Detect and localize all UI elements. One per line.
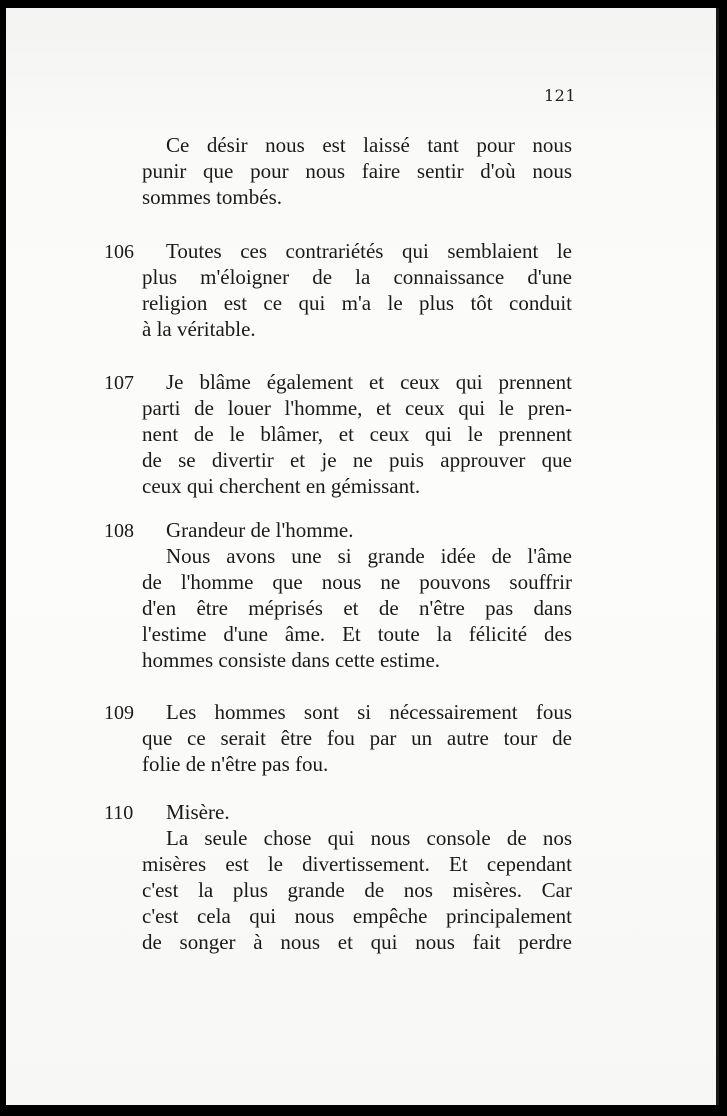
text-line: de songer à nous et qui nous fait perdre xyxy=(142,930,572,954)
intro-paragraph xyxy=(142,132,572,210)
page-number: 121 xyxy=(544,86,577,105)
text-line: Toutes ces contrariétés qui semblaient le xyxy=(166,239,572,263)
text-line: parti de louer l'homme, et ceux qui le pren- xyxy=(142,396,572,420)
book-page xyxy=(6,8,719,1105)
text-line: folie de n'être pas fou. xyxy=(142,752,329,776)
text-line: à la véritable. xyxy=(142,317,256,341)
fragment-number: 108 xyxy=(104,520,134,542)
fragment-number: 107 xyxy=(104,372,134,394)
text-line: de l'homme que nous ne pouvons souffrir xyxy=(142,570,572,594)
text-line: Les hommes sont si nécessairement fous xyxy=(166,700,572,724)
text-line: que ce serait être fou par un autre tour de xyxy=(142,726,572,750)
fragment-number: 106 xyxy=(104,241,134,263)
text-line: Ce désir nous est laissé tant pour nous xyxy=(166,133,572,157)
fragment-heading: Misère. xyxy=(166,800,230,824)
text-line: Nous avons une si grande idée de l'âme xyxy=(166,544,572,568)
text-line: d'en être méprisés et de n'être pas dans xyxy=(142,596,572,620)
fragment-110 xyxy=(142,799,572,955)
fragment-107 xyxy=(142,369,572,499)
text-line: hommes consiste dans cette estime. xyxy=(142,648,441,672)
fragment-106 xyxy=(142,238,572,342)
text-line: punir que pour nous faire sentir d'où nous xyxy=(142,159,572,183)
text-line: sommes tombés. xyxy=(142,185,282,209)
text-line: misères est le divertissement. Et cependant xyxy=(142,852,572,876)
text-line: ceux qui cherchent en gémissant. xyxy=(142,474,421,498)
text-line: religion est ce qui m'a le plus tôt conduit xyxy=(142,291,572,315)
text-line: l'estime d'une âme. Et toute la félicité des xyxy=(142,622,572,646)
text-line: plus m'éloigner de la connaissance d'une xyxy=(142,265,572,289)
text-line: c'est cela qui nous empêche principalement xyxy=(142,904,572,928)
text-line: Je blâme également et ceux qui prennent xyxy=(166,370,572,394)
text-line: La seule chose qui nous console de nos xyxy=(166,826,572,850)
fragment-number: 110 xyxy=(104,802,134,824)
fragment-heading: Grandeur de l'homme. xyxy=(166,518,354,542)
text-line: nent de le blâmer, et ceux qui le prennent xyxy=(142,422,572,446)
fragment-number: 109 xyxy=(104,702,134,724)
fragment-108 xyxy=(142,517,572,673)
fragment-109 xyxy=(142,699,572,777)
text-line: c'est la plus grande de nos misères. Car xyxy=(142,878,572,902)
text-line: de se divertir et je ne puis approuver que xyxy=(142,448,572,472)
